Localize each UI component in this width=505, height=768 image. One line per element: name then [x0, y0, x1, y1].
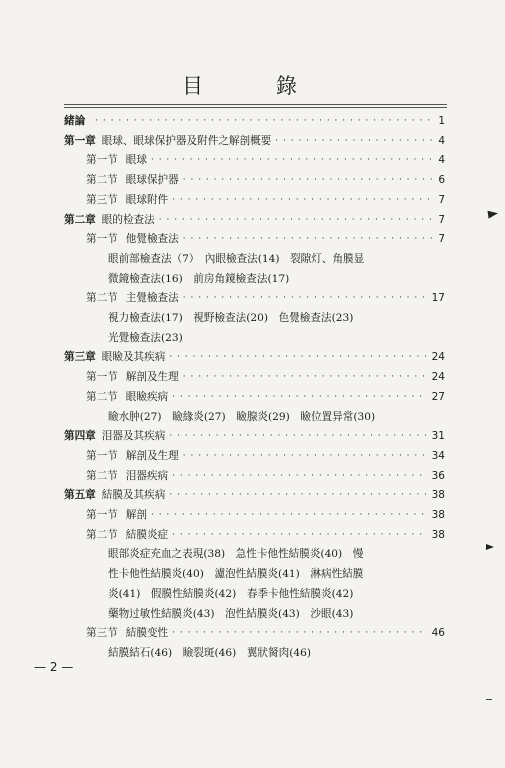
chapter-number: 第三章: [64, 351, 96, 363]
toc-chapter-row[interactable]: [64, 211, 445, 229]
toc-subentries: 結膜結石(46) 瞼裂斑(46) 翼狀胬肉(46): [108, 647, 311, 659]
toc-section-row[interactable]: [86, 467, 445, 485]
toc-section-row[interactable]: [86, 624, 445, 642]
title-rule-top: [64, 104, 447, 105]
toc-page-number: 4: [438, 135, 445, 147]
dot-leader: [275, 132, 434, 150]
dot-leader: [169, 486, 427, 504]
toc-page-number: 7: [438, 194, 445, 206]
toc-chapter-row[interactable]: [64, 427, 445, 445]
chapter-title: 泪器及其疾病: [101, 430, 166, 442]
section-title: 眼球附件: [125, 194, 169, 206]
title-rule-bottom: [64, 107, 447, 108]
toc-section-row[interactable]: [86, 388, 445, 406]
toc-page-number: 36: [431, 470, 445, 482]
dot-leader: [172, 191, 434, 209]
section-title: 眼球: [125, 154, 147, 166]
toc-chapter-row[interactable]: [64, 112, 445, 130]
dot-leader: [95, 112, 434, 130]
toc-section-row[interactable]: [86, 171, 445, 189]
section-number: 第二节: [86, 391, 118, 403]
toc-subentries: 微鏡檢查法(16) 前房角鏡檢查法(17): [108, 273, 290, 285]
toc-page-number: 1: [438, 115, 445, 127]
toc-section-row[interactable]: [86, 289, 445, 307]
dot-leader: [183, 171, 435, 189]
dot-leader: [183, 447, 428, 465]
section-title: 眼球保护器: [125, 174, 179, 186]
dot-leader: [172, 388, 427, 406]
margin-mark: [486, 544, 494, 550]
section-title: 他覺檢查法: [125, 233, 179, 245]
toc-page-number: 27: [431, 391, 445, 403]
section-number: 第三节: [86, 194, 118, 206]
toc-subentries: 性卡他性結膜炎(40) 濾泡性結膜炎(41) 淋病性結膜: [108, 568, 364, 580]
toc-page-number: 34: [431, 450, 445, 462]
chapter-title: 眼的检查法: [101, 214, 155, 226]
chapter-title: 眼瞼及其疾病: [101, 351, 166, 363]
dot-leader: [159, 211, 435, 229]
section-number: 第一节: [86, 154, 118, 166]
toc-subentries: 眼前部檢查法（7） 內眼檢查法(14) 裂隙灯、角膜显: [108, 253, 365, 265]
toc-page-number: 46: [431, 627, 445, 639]
toc-page-number: 31: [431, 430, 445, 442]
toc-page-number: 38: [431, 529, 445, 541]
section-number: 第二节: [86, 174, 118, 186]
dot-leader: [172, 624, 427, 642]
dot-leader: [183, 368, 428, 386]
section-title: 解剖及生理: [125, 371, 179, 383]
section-number: 第三节: [86, 627, 118, 639]
section-title: 結膜变性: [125, 627, 169, 639]
chapter-number: 第四章: [64, 430, 96, 442]
section-title: 眼瞼疾病: [125, 391, 169, 403]
margin-tick: [486, 699, 492, 700]
page-number-footer: — 2 —: [34, 660, 74, 674]
toc-subentries: 炎(41) 假膜性結膜炎(42) 春季卡他性結膜炎(42): [108, 588, 354, 600]
toc-section-row[interactable]: [86, 447, 445, 465]
section-title: 解剖及生理: [125, 450, 179, 462]
section-number: 第一节: [86, 371, 118, 383]
toc-subentries: 光覺檢查法(23): [108, 332, 183, 344]
chapter-number: 第一章: [64, 135, 96, 147]
chapter-title: 結膜及其疾病: [101, 489, 166, 501]
toc-page-number: 24: [431, 351, 445, 363]
section-number: 第二节: [86, 529, 118, 541]
chapter-title: 緒論: [64, 115, 86, 127]
section-number: 第一节: [86, 509, 118, 521]
toc-page-number: 38: [431, 489, 445, 501]
dot-leader: [169, 348, 427, 366]
margin-mark: [487, 209, 498, 218]
toc-section-row[interactable]: [86, 506, 445, 524]
dot-leader: [183, 230, 435, 248]
section-title: 解剖: [125, 509, 147, 521]
toc-page-number: 17: [431, 292, 445, 304]
toc-section-row[interactable]: [86, 368, 445, 386]
toc-section-row[interactable]: [86, 151, 445, 169]
page-title: 目 錄: [182, 74, 323, 98]
toc-subentries: 眼部炎症充血之表現(38) 急性卡他性結膜炎(40) 慢: [108, 548, 364, 560]
section-number: 第一节: [86, 450, 118, 462]
chapter-title: 眼球、眼球保护器及附件之解剖概要: [101, 135, 272, 147]
toc-section-row[interactable]: [86, 230, 445, 248]
toc-chapter-row[interactable]: [64, 486, 445, 504]
toc-section-row[interactable]: [86, 191, 445, 209]
dot-leader: [172, 467, 427, 485]
section-title: 結膜炎症: [125, 529, 169, 541]
section-number: 第二节: [86, 292, 118, 304]
dot-leader: [169, 427, 427, 445]
dot-leader: [151, 151, 434, 169]
dot-leader: [183, 289, 428, 307]
toc-page-number: 6: [438, 174, 445, 186]
section-number: 第二节: [86, 470, 118, 482]
section-title: 泪器疾病: [125, 470, 169, 482]
chapter-number: 第五章: [64, 489, 96, 501]
toc-chapter-row[interactable]: [64, 132, 445, 150]
section-title: 主覺檢查法: [125, 292, 179, 304]
toc-page-number: 4: [438, 154, 445, 166]
toc-chapter-row[interactable]: [64, 348, 445, 366]
toc-page-number: 38: [431, 509, 445, 521]
dot-leader: [151, 506, 428, 524]
toc-section-row[interactable]: [86, 526, 445, 544]
toc-subentries: 視力檢查法(17) 視野檢查法(20) 色覺檢查法(23): [108, 312, 354, 324]
toc-subentries: 瞼水肿(27) 瞼緣炎(27) 瞼腺炎(29) 瞼位置异常(30): [108, 411, 376, 423]
section-number: 第一节: [86, 233, 118, 245]
toc-page-number: 24: [431, 371, 445, 383]
chapter-number: 第二章: [64, 214, 96, 226]
dot-leader: [172, 526, 427, 544]
toc-page-number: 7: [438, 214, 445, 226]
toc-page-number: 7: [438, 233, 445, 245]
toc-subentries: 藥物过敏性結膜炎(43) 泡性結膜炎(43) 沙眼(43): [108, 608, 354, 620]
